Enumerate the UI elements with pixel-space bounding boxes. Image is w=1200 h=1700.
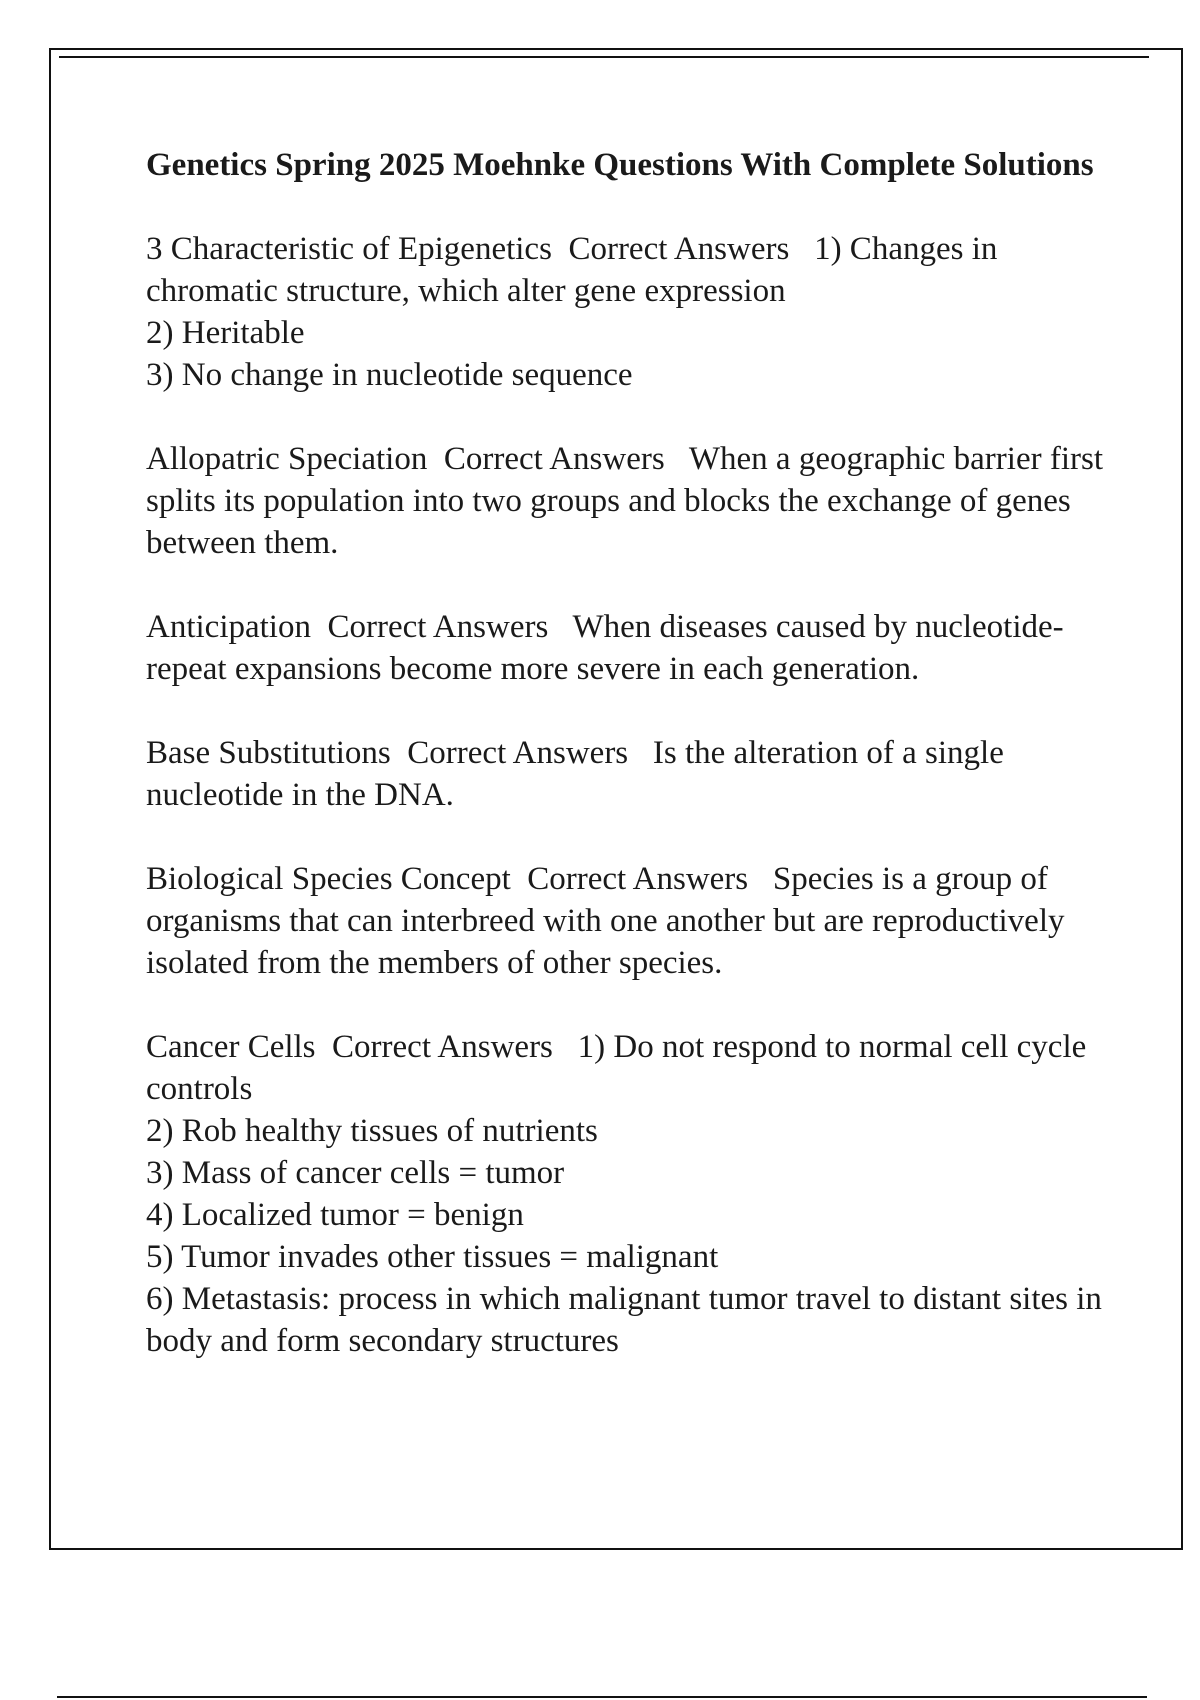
qa-entry-anticipation: [146, 606, 1106, 690]
qa-entry-cancer-cells: [146, 1026, 1111, 1362]
qa-answer-label: Correct Answers: [568, 231, 790, 267]
qa-answer-label: Correct Answers: [332, 1029, 553, 1065]
qa-answer-label: Correct Answers: [527, 861, 749, 897]
qa-answer-label: Correct Answers: [327, 609, 549, 645]
qa-term: Anticipation: [146, 609, 311, 645]
qa-answer-line: 2) Heritable: [146, 315, 305, 351]
qa-term: Cancer Cells: [146, 1029, 316, 1065]
qa-answer: Species is a group of organisms that can interbreed with one another but are reproductively isolated from the members of other species.: [146, 861, 1065, 981]
qa-answer-line: 3) No change in nucleotide sequence: [146, 357, 633, 393]
qa-answer: 1) Do not respond to normal cell cycle controls: [146, 1029, 1087, 1107]
qa-term: Biological Species Concept: [146, 861, 511, 897]
qa-answer-line: 5) Tumor invades other tissues = malignant: [146, 1239, 719, 1275]
qa-answer-line: 4) Localized tumor = benign: [146, 1197, 524, 1233]
qa-entry-allopatric-speciation: [146, 438, 1106, 564]
qa-entry-biological-species-concept: [146, 858, 1106, 984]
document-body: [146, 144, 1111, 1404]
qa-answer: Is the alteration of a single nucleotide in the DNA.: [146, 735, 1004, 813]
qa-answer-line: 6) Metastasis: process in which malignant tumor travel to distant sites in body and form secondary structures: [146, 1281, 1111, 1359]
footer-rule: [57, 1696, 1147, 1698]
qa-answer: 1) Changes in chromatic structure, which alter gene expression: [146, 231, 998, 309]
qa-term: Base Substitutions: [146, 735, 391, 771]
document-title: Genetics Spring 2025 Moehnke Questions With Complete Solutions: [146, 147, 1094, 183]
qa-answer-line: 3) Mass of cancer cells = tumor: [146, 1155, 565, 1191]
header-rule: [59, 56, 1149, 58]
qa-answer-label: Correct Answers: [443, 441, 665, 477]
qa-entry-epigenetics: [146, 228, 1106, 396]
qa-entry-base-substitutions: [146, 732, 1106, 816]
qa-answer: When a geographic barrier first splits its population into two groups and blocks the exchange of genes between them.: [146, 441, 1104, 561]
qa-term: 3 Characteristic of Epigenetics: [146, 231, 552, 267]
qa-answer: When diseases caused by nucleotide-repeat expansions become more severe in each generation.: [146, 609, 1064, 687]
qa-term: Allopatric Speciation: [146, 441, 428, 477]
qa-answer-label: Correct Answers: [407, 735, 629, 771]
qa-answer-line: 2) Rob healthy tissues of nutrients: [146, 1113, 598, 1149]
